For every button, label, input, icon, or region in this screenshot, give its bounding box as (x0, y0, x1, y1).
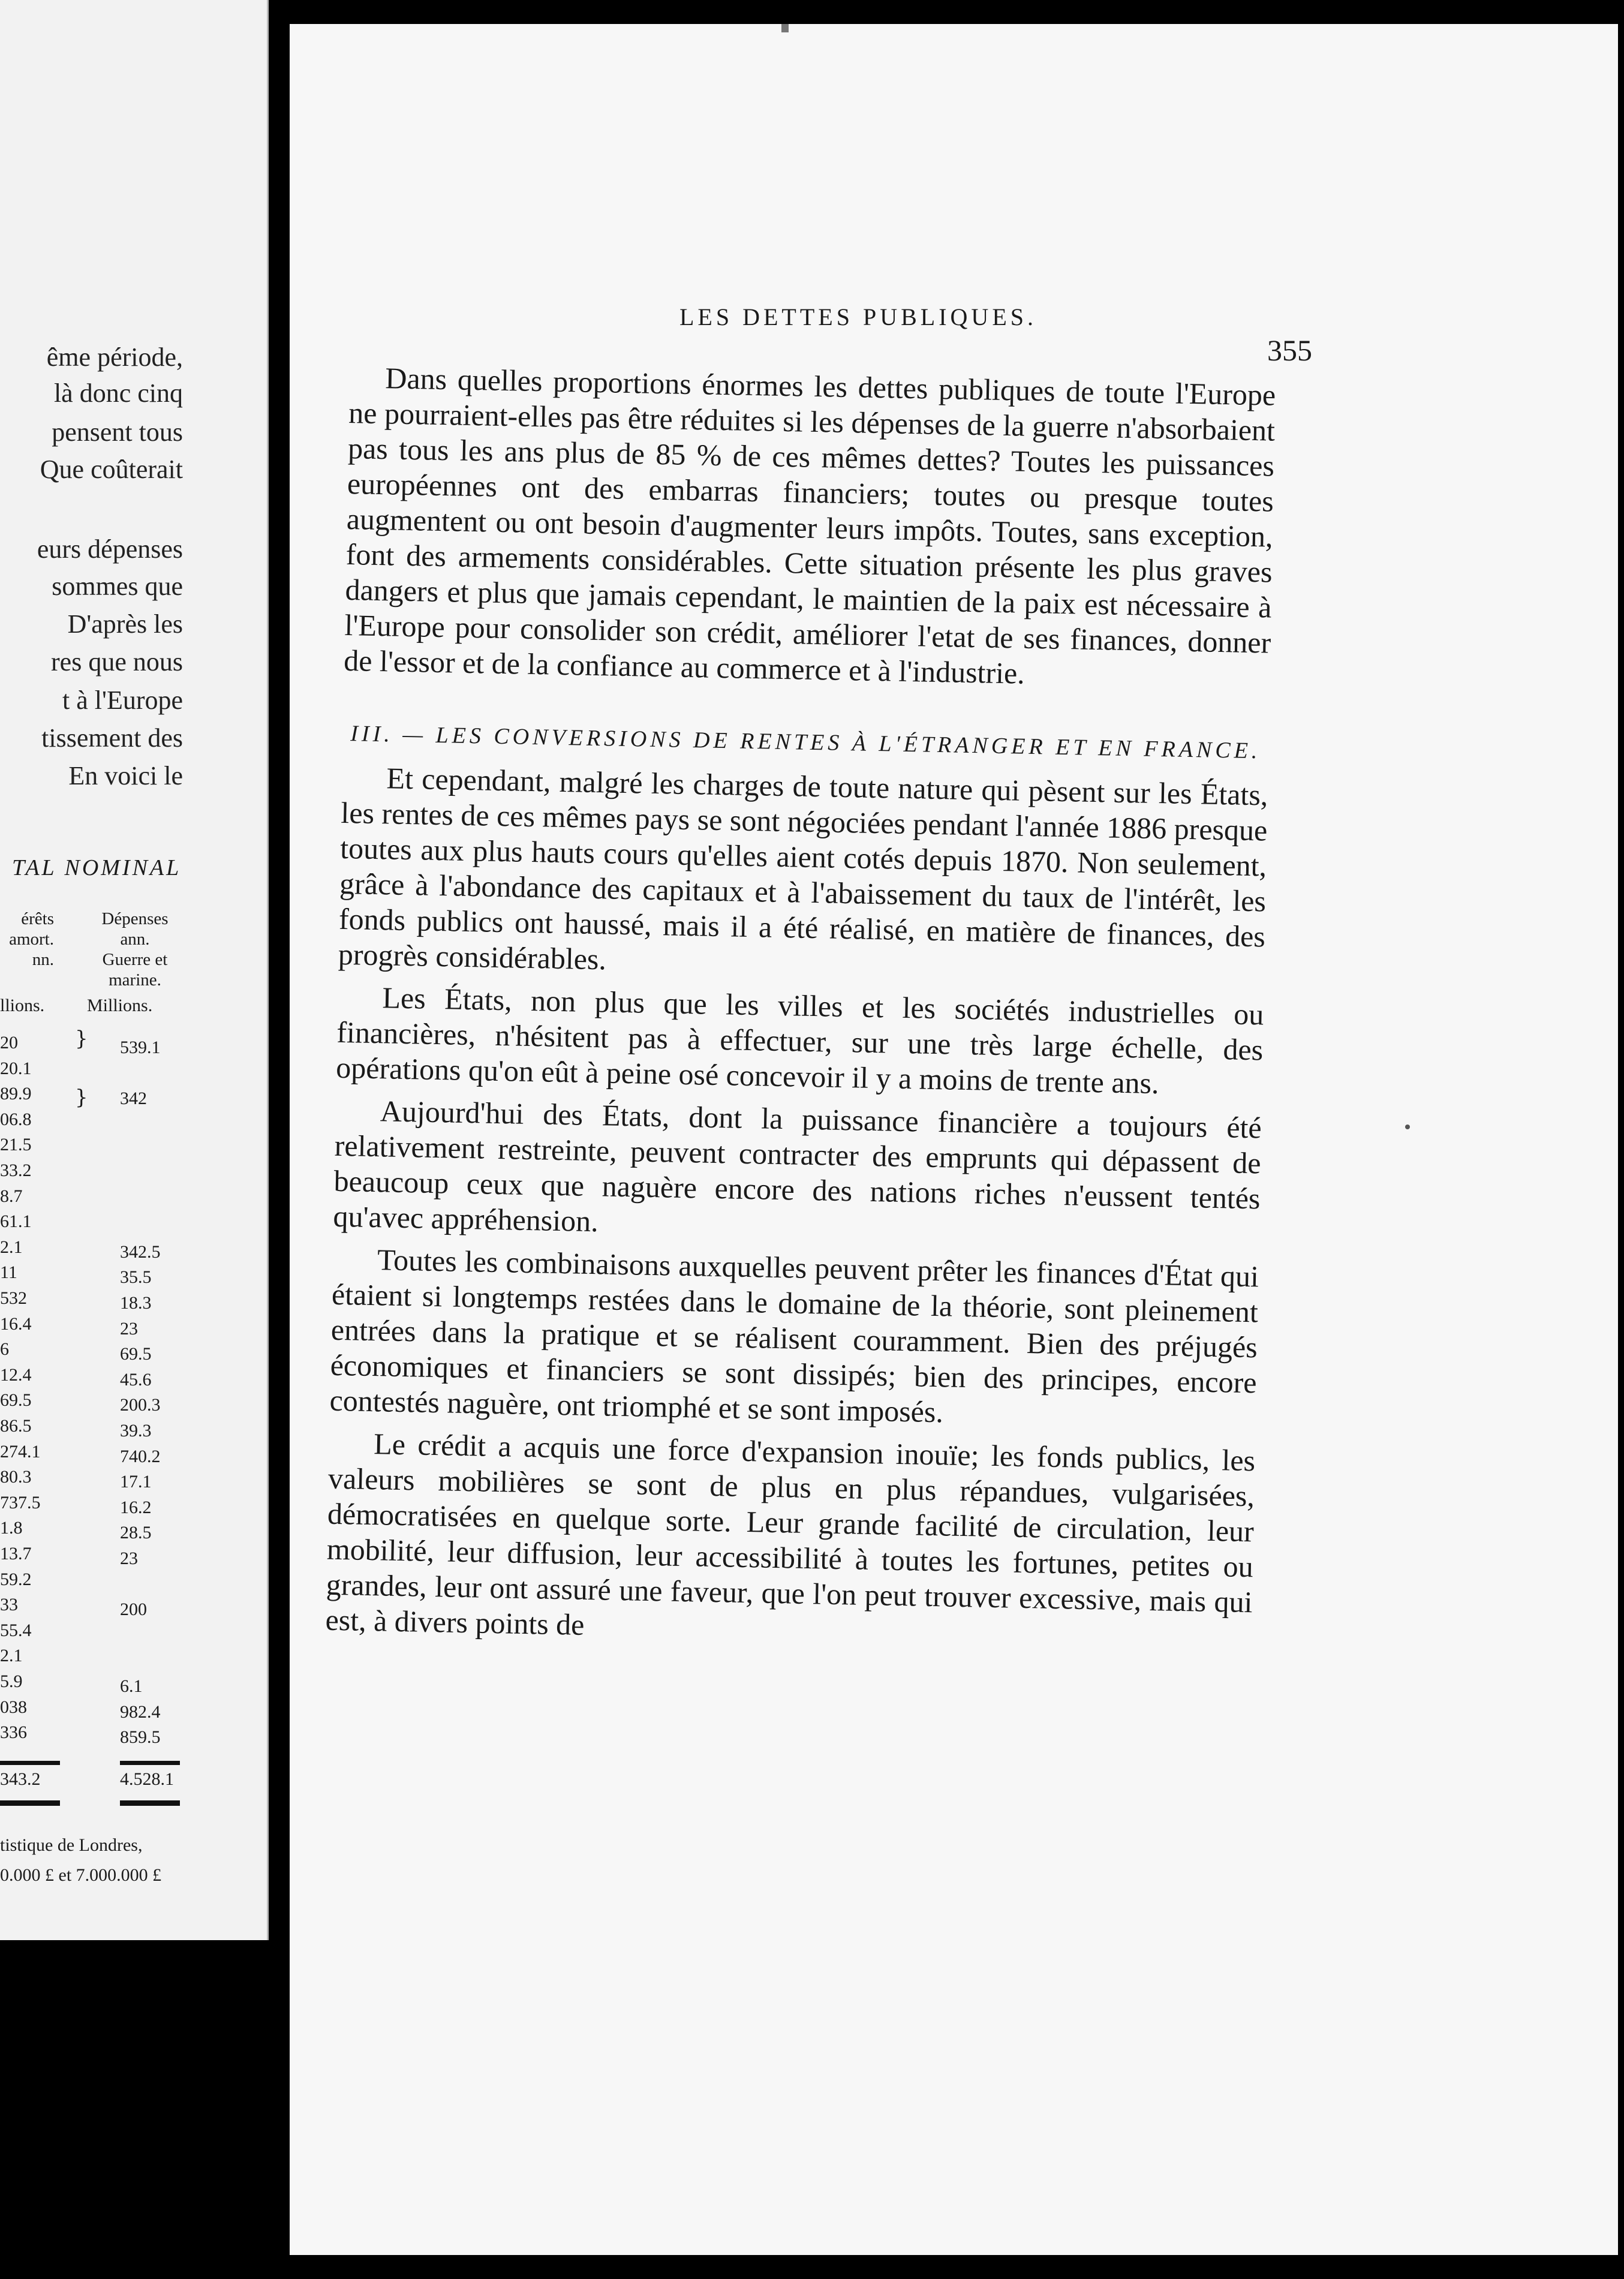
paragraph: Toutes les combinaisons auxquelles peuvent prêter les finances d'État qui étaient si longtemps restées dans le domaine de la théorie, sont pleinement entrées dans la pratique et se réalisent couramment. Bien des préjugés économiques et financiers se sont dissipés; bien des principes, encore contestés naguère, ont triomphé et se sont imposés. (329, 1243, 1259, 1429)
col2-header: Dépenses ann. Guerre et marine. (101, 909, 169, 990)
table-cell: 28.5 (120, 1523, 152, 1543)
table-cell: 69.5 (120, 1344, 152, 1364)
paragraph: Le crédit a acquis une force d'expansion inouïe; les fonds publics, les valeurs mobilières se sont de plus en plus répandues, vulgarisées, démocratisées en quelque sorte. Leur grande facilité de circulation, leur mobilité, leur diffusion, leur accessibilité à toutes les fortunes, petites ou grandes, leur ont assuré une faveur, que l'on peut trouver excessive, mais qui est, à divers points de (325, 1427, 1256, 1641)
text-line: sommes que (52, 572, 183, 601)
table-cell: 13.7 (0, 1544, 32, 1564)
text-line: tissement des (41, 723, 183, 753)
table-cell: 11 (0, 1262, 17, 1283)
table-cell: 16.2 (120, 1497, 152, 1517)
table-cell: 33.2 (0, 1160, 32, 1180)
table-cell: 6.1 (120, 1676, 143, 1696)
table-cell: 33 (0, 1595, 18, 1615)
table-cell: 16.4 (0, 1313, 32, 1334)
table-cell: 982.4 (120, 1701, 161, 1722)
table-cell: 20.1 (0, 1058, 32, 1078)
total-2: 4.528.1 (120, 1769, 174, 1789)
brace: } (75, 1086, 88, 1110)
total-rule (120, 1761, 180, 1765)
table-cell: 336 (0, 1722, 27, 1743)
running-head: LES DETTES PUBLIQUES. (679, 303, 1037, 330)
table-cell: 06.8 (0, 1109, 32, 1129)
text-line: eurs dépenses (37, 534, 183, 564)
table-cell: 737.5 (0, 1492, 41, 1513)
table-cell: 23 (120, 1318, 138, 1339)
table-cell: 038 (0, 1697, 27, 1717)
table-cell: 35.5 (120, 1267, 152, 1288)
table-cell: 539.1 (120, 1038, 161, 1057)
previous-page-fragment (0, 0, 269, 1940)
table-cell: 8.7 (0, 1186, 23, 1206)
table-cell: 342 (120, 1089, 147, 1109)
paragraph: Les États, non plus que les villes et les sociétés industrielles ou financières, n'hésitent pas à effectuer, sur une très large échelle, des opérations qu'on eût à peine osé concevoir il y a moins de trente ans. (335, 981, 1264, 1101)
total-rule (120, 1800, 180, 1806)
text-line: pensent tous (52, 417, 183, 447)
text-line: ême période, (46, 342, 183, 372)
text-line: En voici le (68, 761, 183, 790)
paragraph: Dans quelles proportions énormes les dettes publiques de toute l'Europe ne pourraient-elles pas être réduites si les dépenses de la guerre n'absorbaient pas tous les ans plus de 85 % de ces mêmes dettes? Toutes les puissances européennes ont des embarras financiers; toutes ou presque toutes augmentent ou ont besoin d'augmenter leurs impôts. Toutes, sans exception, font des armements considérables. Cette situation présente les plus graves dangers et plus que jamais cependant, le maintien de la paix est nécessaire à l'Europe pour consolider son crédit, améliorer l'etat de ses finances, donner de l'essor et de la confiance au commerce et à l'industrie. (343, 361, 1276, 690)
table-cell: 859.5 (120, 1727, 161, 1748)
text-line: là donc cinq (53, 378, 183, 408)
table-cell: 45.6 (120, 1369, 152, 1390)
text-line: res que nous (51, 647, 183, 677)
table-cell: 23 (120, 1549, 138, 1568)
col1-header: érêts amort. nn. (9, 909, 54, 969)
table-cell: 21.5 (0, 1135, 32, 1155)
table-cell: 55.4 (0, 1620, 32, 1640)
text-line: Que coûterait (40, 455, 183, 484)
section-title: III. — LES CONVERSIONS DE RENTES À L'ÉTRANGER ET EN FRANCE. (350, 721, 1261, 764)
book-page (290, 24, 1618, 2255)
table-cell: 740.2 (120, 1446, 161, 1466)
table-cell: 69.5 (0, 1390, 32, 1411)
table-cell: 5.9 (0, 1671, 23, 1691)
table-cell: 1.8 (0, 1518, 23, 1538)
scan-artifact (781, 24, 789, 32)
table-cell: 2.1 (0, 1237, 23, 1257)
paragraph: Et cependant, malgré les charges de toute nature qui pèsent sur les États, les rentes de ces mêmes pays se sont négociées pendant l'année 1886 presque toutes aux plus hauts cours qu'elles aient cotés depuis 1870. Non seulement, grâce à l'abondance des capitaux et à l'abaissement du taux de l'intérêt, les fonds publics ont haussé, mais il a été réalisé, en matière de finances, des progrès considérables. (338, 761, 1268, 976)
table-cell: 17.1 (120, 1472, 152, 1492)
table-cell: 89.9 (0, 1084, 32, 1104)
table-cell: 80.3 (0, 1467, 32, 1487)
total-rule (0, 1800, 60, 1806)
table-cell: 86.5 (0, 1416, 32, 1436)
col1-unit: llions. (0, 996, 45, 1015)
table-cell: 2.1 (0, 1646, 23, 1666)
table-cell: 18.3 (120, 1293, 152, 1313)
table-cell: 6 (0, 1339, 9, 1360)
footnote-line: tistique de Londres, (0, 1835, 143, 1855)
footnote-line: 0.000 £ et 7.000.000 £ (0, 1865, 162, 1885)
table-cell: 200 (120, 1599, 147, 1620)
total-rule (0, 1761, 60, 1765)
text-line: t à l'Europe (62, 685, 183, 715)
page-number: 355 (1267, 333, 1312, 367)
brace: } (75, 1027, 88, 1051)
table-cell: 532 (0, 1288, 27, 1308)
table-heading: TAL NOMINAL (12, 855, 182, 880)
table-cell: 274.1 (0, 1441, 41, 1462)
table-cell: 61.1 (0, 1211, 32, 1232)
scan-speck (1405, 1125, 1410, 1129)
table-cell: 342.5 (120, 1241, 161, 1262)
table-cell: 12.4 (0, 1364, 32, 1385)
paragraph: Aujourd'hui des États, dont la puissance financière a toujours été relativement restreinte, peuvent contracter des emprunts qui dépassent de beaucoup ceux que naguère encore des nations riches n'eussent tentés qu'avec appréhension. (333, 1094, 1262, 1238)
col2-unit: Millions. (87, 996, 153, 1015)
text-line: D'après les (67, 609, 183, 639)
table-cell: 59.2 (0, 1569, 32, 1589)
table-cell: 39.3 (120, 1421, 152, 1441)
body-text (325, 360, 1276, 1662)
total-1: 343.2 (0, 1769, 41, 1789)
table-cell: 200.3 (120, 1395, 161, 1415)
table-cell: 20 (0, 1033, 18, 1053)
